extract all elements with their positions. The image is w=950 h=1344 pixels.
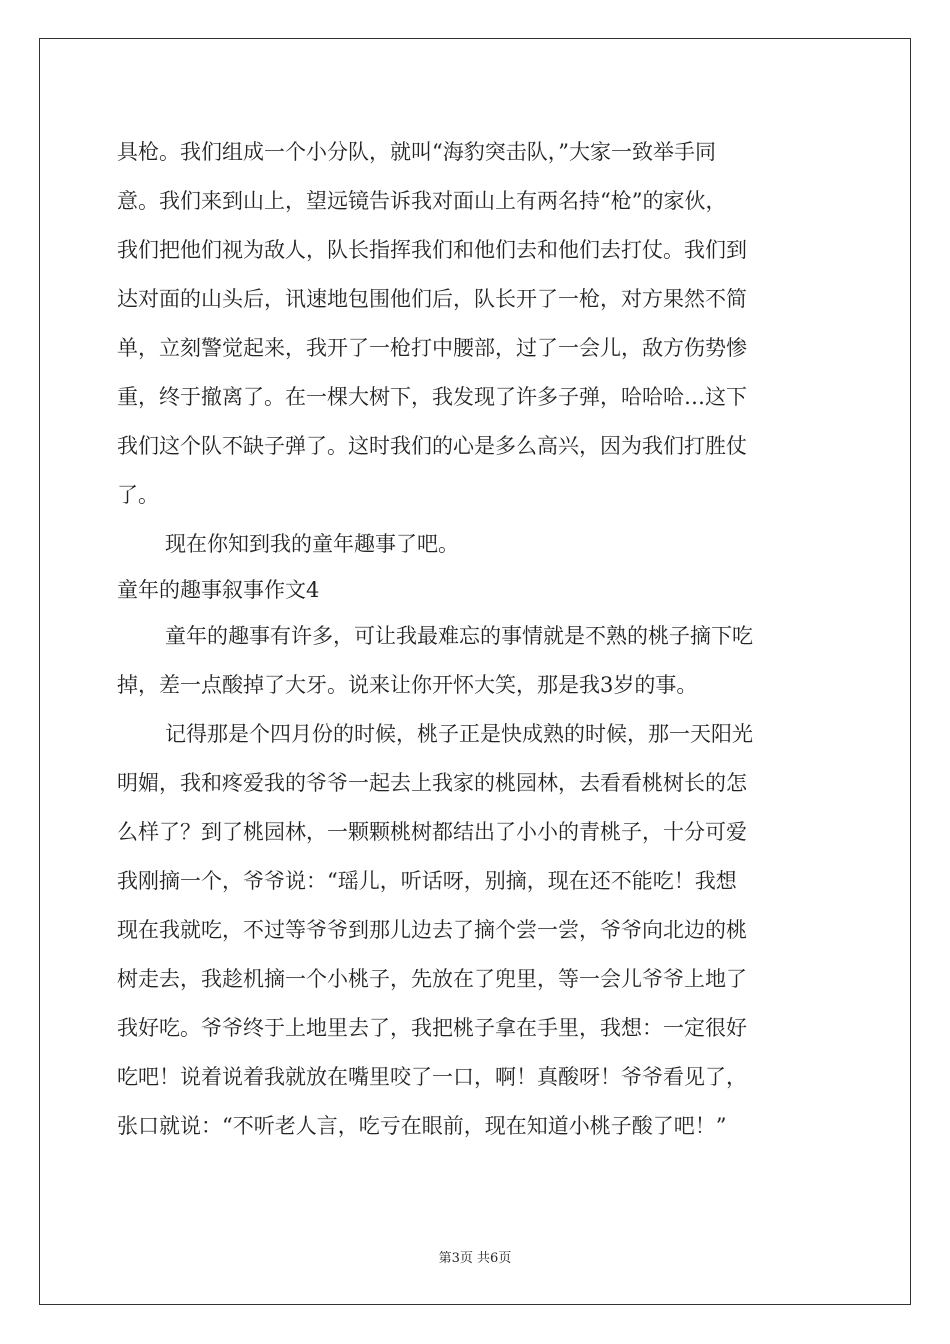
text-line: 我们这个队不缺子弹了。这时我们的心是多么高兴，因为我们打胜仗: [117, 434, 747, 458]
text-line: 单，立刻警觉起来，我开了一枪打中腰部，过了一会儿，敌方伤势惨: [117, 336, 747, 360]
text-line: 掉，差一点酸掉了大牙。说来让你开怀大笑，那是我3岁的事。: [117, 673, 698, 697]
paragraph: [117, 128, 837, 520]
text-line: 张口就说：“不听老人言，吃亏在眼前，现在知道小桃子酸了吧！”: [117, 1114, 727, 1138]
paragraph: [117, 520, 837, 569]
section-heading: 童年的趣事叙事作文4: [117, 578, 320, 602]
text-line: 重，终于撤离了。在一棵大树下，我发现了许多子弹，哈哈哈…这下: [117, 385, 747, 409]
document-body: [117, 128, 837, 1151]
text-line: 我们把他们视为敌人，队长指挥我们和他们去和他们去打仗。我们到: [117, 238, 747, 262]
paragraph: [117, 710, 837, 1151]
paragraph: [117, 612, 837, 710]
text-line: 现在你知到我的童年趣事了吧。: [165, 532, 459, 556]
text-line: 达对面的山头后，讯速地包围他们后，队长开了一枪，对方果然不简: [117, 287, 747, 311]
page-number-footer: 第3页 共6页: [438, 1251, 512, 1266]
text-line: 意。我们来到山上，望远镜告诉我对面山上有两名持“枪”的家伙，: [117, 189, 727, 213]
text-line: 明媚，我和疼爱我的爷爷一起去上我家的桃园林，去看看桃树长的怎: [117, 771, 747, 795]
text-line: 我好吃。爷爷终于上地里去了，我把桃子拿在手里，我想：一定很好: [117, 1016, 747, 1040]
text-line: 树走去，我趁机摘一个小桃子，先放在了兜里，等一会儿爷爷上地了: [117, 967, 747, 991]
text-line: 么样了？到了桃园林，一颗颗桃树都结出了小小的青桃子，十分可爱: [117, 820, 747, 844]
text-line: 我刚摘一个，爷爷说：“瑶儿，听话呀，别摘，现在还不能吃！我想: [117, 869, 737, 893]
text-line: 记得那是个四月份的时候，桃子正是快成熟的时候，那一天阳光: [165, 722, 753, 746]
text-line: 吃吧！说着说着我就放在嘴里咬了一口，啊！真酸呀！爷爷看见了，: [117, 1065, 747, 1089]
text-line: 了。: [117, 483, 159, 507]
text-line: 具枪。我们组成一个小分队，就叫“海豹突击队，”大家一致举手同: [117, 140, 716, 164]
text-line: 现在我就吃，不过等爷爷到那儿边去了摘个尝一尝，爷爷向北边的桃: [117, 918, 747, 942]
text-line: 童年的趣事有许多，可让我最难忘的事情就是不熟的桃子摘下吃: [165, 624, 753, 648]
